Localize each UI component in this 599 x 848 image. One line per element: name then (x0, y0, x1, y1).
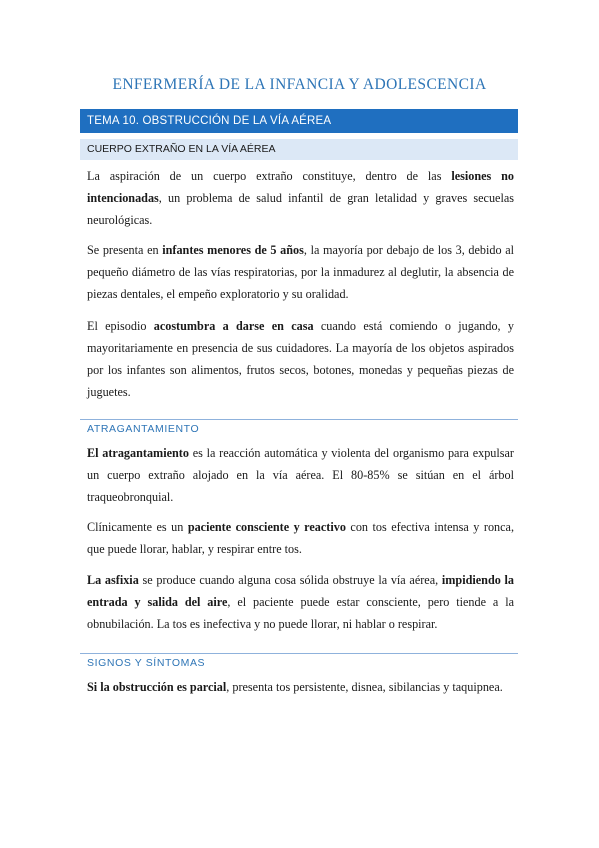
paragraph-text: con tos efectiva intensa y ronca, que puede llorar, hablar, y respirar entre tos. (87, 520, 514, 556)
topic-header-bar: TEMA 10. OBSTRUCCIÓN DE LA VÍA AÉREA (80, 109, 518, 133)
bold-term: paciente consciente y reactivo (187, 520, 346, 534)
paragraph-text: Clínicamente es un (87, 520, 188, 534)
paragraph-text: El episodio (87, 319, 154, 333)
paragraph-text: , presenta tos persistente, disnea, sibilancias y taquipnea. (226, 680, 503, 694)
paragraph-episode (87, 315, 514, 403)
paragraph-text: , un problema de salud infantil de gran letalidad y graves secuelas neurológicas. (87, 191, 514, 227)
paragraph-asphyxia (87, 569, 514, 635)
paragraph-partial-obstruction (87, 676, 514, 698)
paragraph-intro (87, 165, 514, 231)
section-heading-atragantamiento: ATRAGANTAMIENTO (87, 423, 200, 435)
bold-term: infantes menores de 5 años (162, 243, 304, 257)
bold-term: impidiendo la entrada y salida del aire (87, 573, 515, 609)
paragraph-definition (87, 442, 514, 508)
paragraph-text: cuando está comiendo o jugando, y mayoritariamente en presencia de sus cuidadores. La mayoría de los objetos aspirados por los infantes son alimentos, frutos secos, botones, monedas y pequeñas piezas de juguetes. (87, 319, 514, 399)
paragraph-text: Se presenta en (87, 243, 163, 257)
bold-term: lesiones no intencionadas (87, 169, 514, 205)
section-divider (80, 653, 518, 654)
paragraph-text: es la reacción automática y violenta del organismo para expulsar un cuerpo extraño alojado en la vía aérea. El 80-85% se sitúan en el árbol traqueobronquial. (87, 446, 514, 504)
section-heading-signos: SIGNOS Y SÍNTOMAS (87, 657, 206, 669)
paragraph-text: , la mayoría por debajo de los 3, debido al pequeño diámetro de las vías respiratorias, por la inmadurez al deglutir, la absencia de piezas dentales, el empeño exploratorio y su oralidad. (87, 243, 514, 301)
paragraph-clinical (87, 516, 514, 560)
paragraph-text: La aspiración de un cuerpo extraño constituye, dentro de las (87, 169, 452, 183)
bold-term: acostumbra a darse en casa (153, 319, 314, 333)
document-title: ENFERMERÍA DE LA INFANCIA Y ADOLESCENCIA (112, 76, 487, 93)
bold-term: El atragantamiento (87, 446, 189, 460)
paragraph-text: se produce cuando alguna cosa sólida obstruye la vía aérea, (138, 573, 442, 587)
bold-term: La asfixia (87, 573, 139, 587)
paragraph-age (87, 239, 514, 305)
subtopic-header-bar: CUERPO EXTRAÑO EN LA VÍA AÉREA (80, 139, 518, 160)
section-divider (80, 419, 518, 420)
paragraph-text: , el paciente puede estar consciente, pero tiende a la obnubilación. La tos es inefectiva y no puede llorar, ni hablar o respirar. (87, 595, 514, 631)
bold-term: Si la obstrucción es parcial (87, 680, 227, 694)
